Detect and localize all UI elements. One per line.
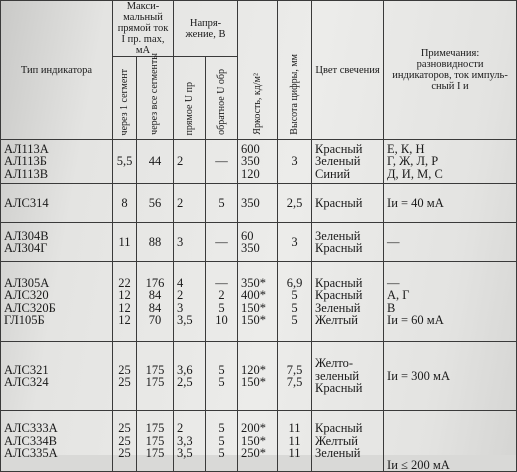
cell-line: 25 bbox=[118, 375, 131, 390]
cell-line: Д, И, М, С bbox=[387, 166, 443, 181]
cell-line: Желтый bbox=[315, 313, 358, 328]
cell-voltage-forward bbox=[174, 342, 206, 411]
cell-line: 25 bbox=[118, 421, 131, 436]
cell-voltage-reverse bbox=[206, 342, 238, 411]
cell-digit-height bbox=[278, 140, 312, 184]
header-brightness-label: Яркость, кд/м² bbox=[251, 73, 263, 136]
cell-line: 5 bbox=[218, 362, 225, 377]
header-notes: Примечания: разновидности индикаторов, ток импуль-сный I и bbox=[384, 1, 517, 140]
cell-line: АЛС321 bbox=[4, 362, 49, 377]
cell-line: 3,6 bbox=[177, 362, 193, 377]
cell-line: 84 bbox=[148, 288, 162, 303]
cell-line: ГЛ105Б bbox=[4, 313, 45, 328]
cell-color bbox=[312, 411, 384, 472]
cell-line: АЛС333А bbox=[4, 421, 58, 436]
cell-line: 70 bbox=[148, 313, 162, 328]
cell-line: 150* bbox=[241, 313, 267, 328]
cell-brightness bbox=[238, 342, 278, 411]
cell-line: АЛС314 bbox=[4, 195, 49, 210]
cell-current-all bbox=[137, 342, 174, 411]
cell-notes bbox=[384, 223, 517, 262]
cell-line: 200* bbox=[241, 421, 267, 436]
cell-line: 11 bbox=[288, 433, 301, 448]
cell-notes bbox=[384, 184, 517, 223]
cell-color bbox=[312, 140, 384, 184]
cell-line: 350* bbox=[241, 275, 267, 290]
cell-color bbox=[312, 262, 384, 342]
cell-line: АЛС324 bbox=[4, 375, 49, 390]
cell-line: 5 bbox=[218, 421, 225, 436]
header-voltage-reverse-label: обратное U обр bbox=[215, 69, 227, 136]
cell-line: 3 bbox=[177, 300, 184, 315]
cell-current-one bbox=[113, 262, 137, 342]
cell-type bbox=[1, 223, 113, 262]
cell-line: Красный bbox=[315, 381, 363, 396]
cell-line: Iи = 300 мА bbox=[387, 368, 450, 383]
cell-line: 11 bbox=[118, 234, 131, 249]
cell-line: 175 bbox=[145, 421, 165, 436]
cell-digit-height bbox=[278, 342, 312, 411]
cell-line: 11 bbox=[288, 421, 301, 436]
cell-line: — bbox=[215, 275, 228, 290]
cell-voltage-reverse bbox=[206, 262, 238, 342]
cell-line: 400* bbox=[241, 288, 267, 303]
cell-line: 3 bbox=[291, 154, 298, 169]
table-row bbox=[1, 262, 517, 342]
header-voltage-group: Напря-жение, В bbox=[174, 1, 238, 57]
header-digit-height bbox=[278, 1, 312, 140]
cell-digit-height bbox=[278, 223, 312, 262]
cell-line: 250* bbox=[241, 446, 267, 461]
cell-line: 176 bbox=[145, 275, 165, 290]
header-color: Цвет свечения bbox=[312, 1, 384, 140]
cell-line: 2 bbox=[177, 154, 184, 169]
cell-line: Iи ≤ 200 мА bbox=[387, 457, 450, 472]
cell-voltage-reverse bbox=[206, 223, 238, 262]
cell-brightness bbox=[238, 140, 278, 184]
cell-notes bbox=[384, 140, 517, 184]
cell-line: 12 bbox=[118, 288, 131, 303]
cell-line: 350 bbox=[241, 154, 260, 169]
cell-digit-height bbox=[278, 411, 312, 472]
cell-line: 10 bbox=[215, 313, 228, 328]
cell-voltage-forward bbox=[174, 411, 206, 472]
cell-line: 4 bbox=[177, 275, 184, 290]
cell-line: 5 bbox=[218, 433, 225, 448]
cell-line: АЛС334В bbox=[4, 433, 57, 448]
cell-line: 5,5 bbox=[116, 154, 133, 169]
cell-line: АЛ113В bbox=[4, 166, 49, 181]
header-digit-height-label: Высота цифры, мм bbox=[288, 54, 300, 136]
cell-line: 2 bbox=[177, 421, 184, 436]
table-row bbox=[1, 140, 517, 184]
cell-line: А, Г bbox=[387, 288, 410, 303]
cell-line: 175 bbox=[145, 446, 165, 461]
cell-line: 88 bbox=[148, 234, 162, 249]
cell-line: Красный bbox=[315, 288, 363, 303]
cell-voltage-forward bbox=[174, 262, 206, 342]
cell-line: 7,5 bbox=[286, 375, 303, 390]
cell-digit-height bbox=[278, 184, 312, 223]
cell-line: Желто-зеленый bbox=[315, 356, 360, 383]
header-current-group: Макси-мальный прямой ток I пр. max, мА bbox=[113, 1, 174, 57]
cell-line: 84 bbox=[148, 300, 162, 315]
cell-line: 12 bbox=[118, 313, 131, 328]
cell-line: Зеленый bbox=[315, 300, 361, 315]
cell-line: 56 bbox=[148, 195, 162, 210]
cell-line: 600 bbox=[241, 141, 260, 156]
cell-voltage-forward bbox=[174, 223, 206, 262]
cell-voltage-forward bbox=[174, 140, 206, 184]
header-type: Тип индикатора bbox=[1, 1, 113, 140]
cell-line: 11 bbox=[288, 446, 301, 461]
cell-brightness bbox=[238, 411, 278, 472]
table-row bbox=[1, 411, 517, 472]
cell-line: 5 bbox=[291, 313, 298, 328]
cell-type bbox=[1, 140, 113, 184]
cell-type bbox=[1, 184, 113, 223]
cell-line: 5 bbox=[291, 288, 298, 303]
cell-line: Синий bbox=[315, 166, 351, 181]
cell-line: Красный bbox=[315, 241, 363, 256]
cell-line: АЛ113А bbox=[4, 141, 49, 156]
cell-line: 175 bbox=[145, 362, 165, 377]
cell-line: 150* bbox=[241, 375, 267, 390]
header-voltage-reverse bbox=[206, 57, 238, 140]
cell-current-one bbox=[113, 184, 137, 223]
table-body bbox=[1, 140, 517, 472]
cell-digit-height bbox=[278, 262, 312, 342]
header-voltage-forward bbox=[174, 57, 206, 140]
cell-line: Е, К, Н bbox=[387, 141, 425, 156]
cell-line: Зеленый bbox=[315, 446, 361, 461]
cell-notes bbox=[384, 342, 517, 411]
cell-line: Красный bbox=[315, 195, 363, 210]
cell-line: — bbox=[215, 234, 228, 249]
cell-line: 2 bbox=[218, 288, 225, 303]
cell-line: 44 bbox=[148, 154, 162, 169]
table-row bbox=[1, 342, 517, 411]
cell-line: 12 bbox=[118, 300, 131, 315]
cell-line: 8 bbox=[121, 195, 128, 210]
cell-line: Г, Ж, Л, Р bbox=[387, 154, 439, 169]
cell-line: 2,5 bbox=[177, 375, 193, 390]
cell-line: 350 bbox=[241, 241, 260, 256]
cell-line: АЛС335А bbox=[4, 446, 58, 461]
cell-voltage-reverse bbox=[206, 140, 238, 184]
cell-line: 3 bbox=[177, 234, 184, 249]
cell-line: 3,5 bbox=[177, 313, 193, 328]
cell-line: Красный bbox=[315, 421, 363, 436]
cell-line: 2,5 bbox=[286, 195, 303, 210]
cell-line: 175 bbox=[145, 433, 165, 448]
cell-line: 2 bbox=[177, 195, 184, 210]
cell-line: АЛС320Б bbox=[4, 300, 56, 315]
table-row bbox=[1, 184, 517, 223]
cell-type bbox=[1, 411, 113, 472]
cell-brightness bbox=[238, 223, 278, 262]
cell-current-all bbox=[137, 223, 174, 262]
cell-line: 22 bbox=[118, 275, 131, 290]
cell-line: Iи = 60 мА bbox=[387, 313, 444, 328]
cell-line: 3 bbox=[291, 234, 298, 249]
cell-current-one bbox=[113, 140, 137, 184]
header-voltage-forward-label: прямое U пр bbox=[183, 81, 195, 136]
header-current-one-label: через 1 сегмент bbox=[118, 68, 130, 136]
cell-line: 175 bbox=[145, 375, 165, 390]
cell-line: — bbox=[387, 275, 400, 290]
cell-current-all bbox=[137, 262, 174, 342]
cell-notes bbox=[384, 262, 517, 342]
header-brightness bbox=[238, 1, 278, 140]
cell-line: 120* bbox=[241, 362, 267, 377]
cell-line: 25 bbox=[118, 433, 131, 448]
cell-notes bbox=[384, 411, 517, 472]
cell-line: АЛ304В bbox=[4, 228, 49, 243]
cell-line: АЛС320 bbox=[4, 288, 49, 303]
cell-line: 5 bbox=[218, 195, 225, 210]
cell-line: 3,3 bbox=[177, 433, 193, 448]
header-current-all-label: через все сегменты bbox=[148, 53, 160, 136]
table-row bbox=[1, 223, 517, 262]
cell-line: 5 bbox=[218, 300, 225, 315]
cell-line: АЛ113Б bbox=[4, 154, 47, 169]
cell-line: 60 bbox=[241, 228, 254, 243]
cell-current-one bbox=[113, 342, 137, 411]
cell-line: 3,5 bbox=[177, 446, 193, 461]
cell-line: Красный bbox=[315, 141, 363, 156]
cell-line: 6,9 bbox=[286, 275, 303, 290]
cell-line: Iи = 40 мА bbox=[387, 195, 444, 210]
cell-line: Зеленый bbox=[315, 228, 361, 243]
cell-type bbox=[1, 342, 113, 411]
cell-line: 25 bbox=[118, 362, 131, 377]
cell-brightness bbox=[238, 262, 278, 342]
cell-color bbox=[312, 223, 384, 262]
cell-current-all bbox=[137, 184, 174, 223]
cell-line: — bbox=[387, 234, 400, 249]
cell-brightness bbox=[238, 184, 278, 223]
cell-line: 150* bbox=[241, 300, 267, 315]
cell-line: 7,5 bbox=[286, 362, 303, 377]
cell-current-all bbox=[137, 411, 174, 472]
cell-current-one bbox=[113, 411, 137, 472]
cell-color bbox=[312, 184, 384, 223]
cell-line: Желтый bbox=[315, 433, 358, 448]
cell-line: 150* bbox=[241, 433, 267, 448]
cell-type bbox=[1, 262, 113, 342]
cell-line: 25 bbox=[118, 446, 131, 461]
cell-line: АЛ305А bbox=[4, 275, 50, 290]
cell-current-all bbox=[137, 140, 174, 184]
cell-line: 120 bbox=[241, 166, 260, 181]
cell-line: В bbox=[387, 300, 396, 315]
cell-line: 5 bbox=[218, 446, 225, 461]
header-current-all bbox=[137, 53, 174, 140]
cell-line: Красный bbox=[315, 275, 363, 290]
cell-line: 5 bbox=[218, 375, 225, 390]
cell-line: 2 bbox=[177, 288, 184, 303]
cell-line: — bbox=[215, 154, 228, 169]
cell-voltage-reverse bbox=[206, 184, 238, 223]
cell-line: Зеленый bbox=[315, 154, 361, 169]
cell-voltage-reverse bbox=[206, 411, 238, 472]
cell-current-one bbox=[113, 223, 137, 262]
cell-voltage-forward bbox=[174, 184, 206, 223]
header-current-one bbox=[113, 57, 137, 140]
cell-line: АЛ304Г bbox=[4, 241, 48, 256]
cell-line: 5 bbox=[291, 300, 298, 315]
cell-color bbox=[312, 342, 384, 411]
cell-line: 350 bbox=[241, 195, 260, 210]
